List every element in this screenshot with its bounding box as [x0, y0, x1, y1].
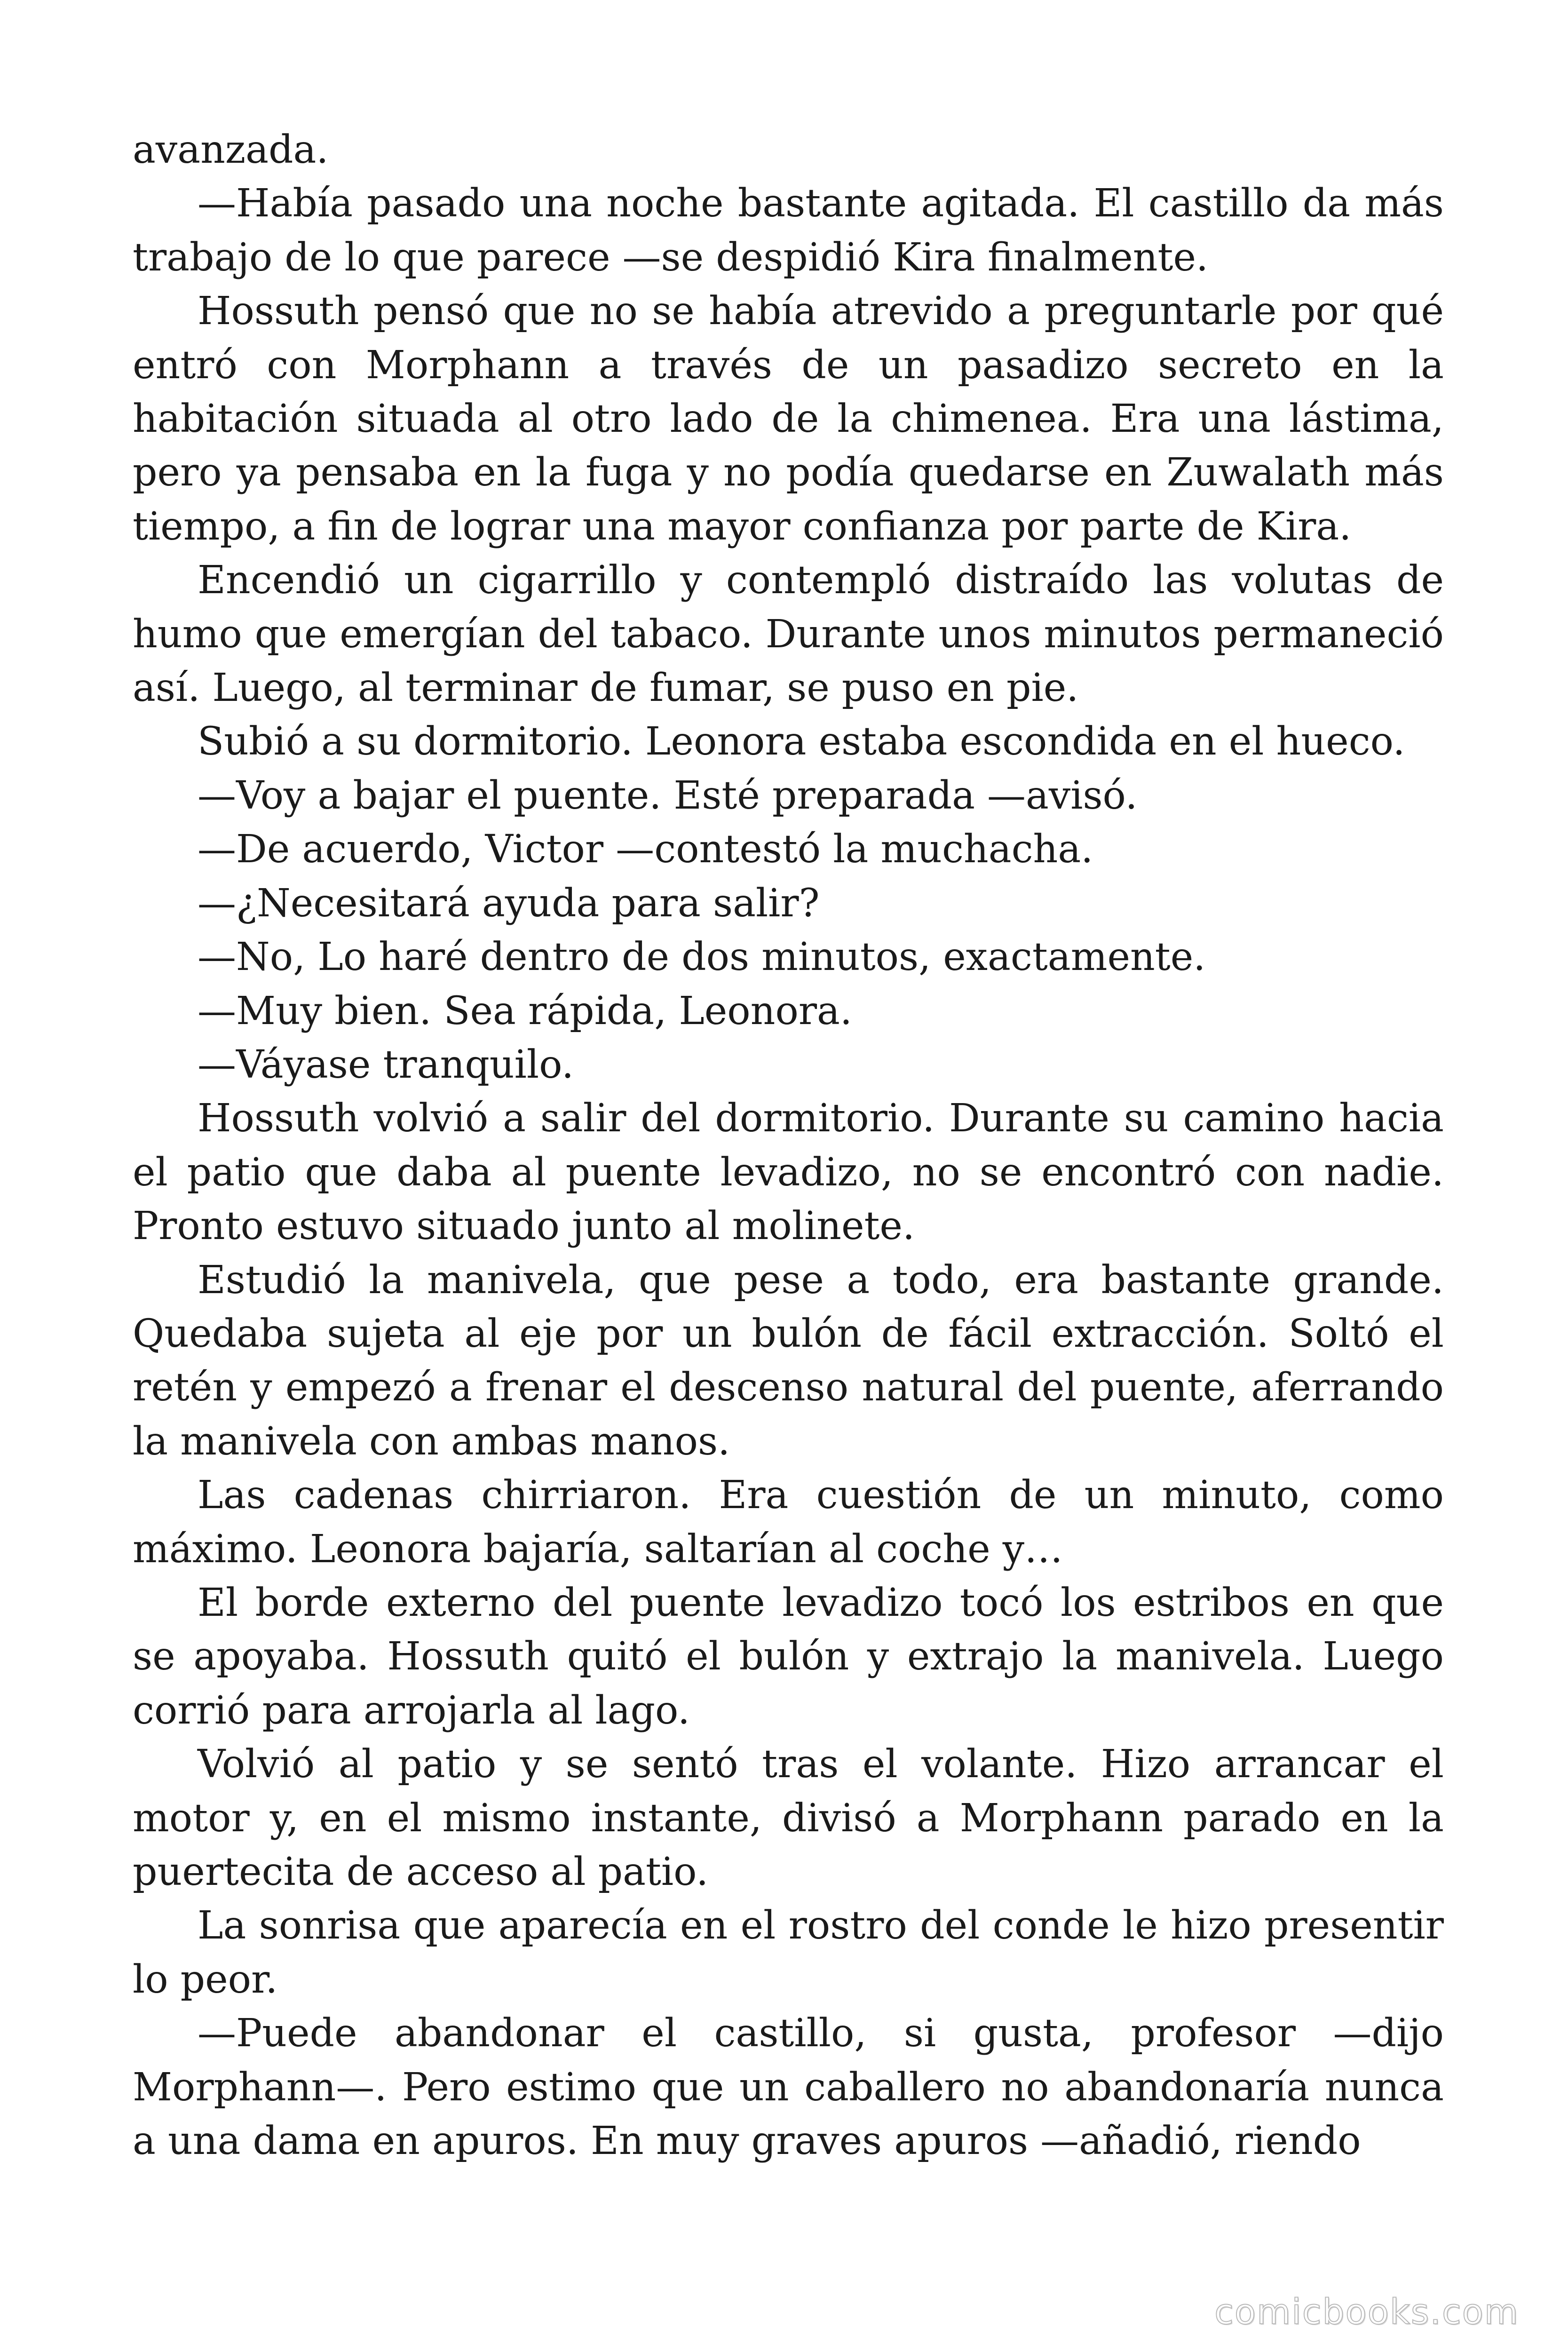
paragraph-11: —Váyase tranquilo.	[198, 1042, 574, 1087]
paragraph-10: —Muy bien. Sea rápida, Leonora.	[198, 988, 852, 1033]
paragraph-17: La sonrisa que aparecía en el rostro del conde le hizo presentir lo peor.	[133, 1903, 1444, 2002]
paragraph-9: —No, Lo haré dentro de dos minutos, exactamente.	[198, 935, 1206, 980]
paragraph-18: —Puede abandonar el castillo, si gusta, profesor —dijo Morphann—. Pero estimo que un caballero no abandonaría nunca a una dama en apuros. En muy graves apuros —añadió, riendo	[133, 2011, 1444, 2164]
book-page	[133, 123, 1444, 2240]
paragraph-8: —¿Necesitará ayuda para salir?	[198, 881, 820, 926]
paragraph-3: Hossuth pensó que no se había atrevido a preguntarle por qué entró con Morphann a través de un pasadizo secreto en la habitación situada al otro lado de la chimenea. Era una lástima, pero ya pensaba en la fuga y no podía quedarse en Zuwalath más tiempo, a fin de lograr una mayor confianza por parte de Kira.	[133, 289, 1444, 549]
paragraph-15: El borde externo del puente levadizo tocó los estribos en que se apoyaba. Hossuth quitó el bulón y extrajo la manivela. Luego corrió para arrojarla al lago.	[133, 1580, 1444, 1733]
paragraph-16: Volvió al patio y se sentó tras el volante. Hizo arrancar el motor y, en el mismo instante, divisó a Morphann parado en la puertecita de acceso al patio.	[133, 1742, 1444, 1894]
paragraph-7: —De acuerdo, Victor —contestó la muchacha.	[198, 827, 1093, 872]
watermark-logo: comicbooks.com	[1214, 2292, 1519, 2332]
paragraph-4: Encendió un cigarrillo y contempló distraído las volutas de humo que emergían del tabaco. Durante unos minutos permaneció así. Luego, al terminar de fumar, se puso en pie.	[133, 558, 1444, 711]
paragraph-5: Subió a su dormitorio. Leonora estaba escondida en el hueco.	[198, 719, 1405, 764]
paragraph-2: —Había pasado una noche bastante agitada. El castillo da más trabajo de lo que parece —se despidió Kira finalmente.	[133, 181, 1444, 280]
paragraph-1: avanzada.	[133, 127, 329, 172]
paragraph-13: Estudió la manivela, que pese a todo, era bastante grande. Quedaba sujeta al eje por un bulón de fácil extracción. Soltó el retén y empezó a frenar el descenso natural del puente, aferrando la manivela con ambas manos.	[133, 1257, 1444, 1464]
paragraph-12: Hossuth volvió a salir del dormitorio. Durante su camino hacia el patio que daba al puente levadizo, no se encontró con nadie. Pronto estuvo situado junto al molinete.	[133, 1096, 1444, 1249]
paragraph-14: Las cadenas chirriaron. Era cuestión de un minuto, como máximo. Leonora bajaría, saltarían al coche y…	[133, 1473, 1444, 1572]
paragraph-6: —Voy a bajar el puente. Esté preparada —avisó.	[198, 773, 1138, 818]
